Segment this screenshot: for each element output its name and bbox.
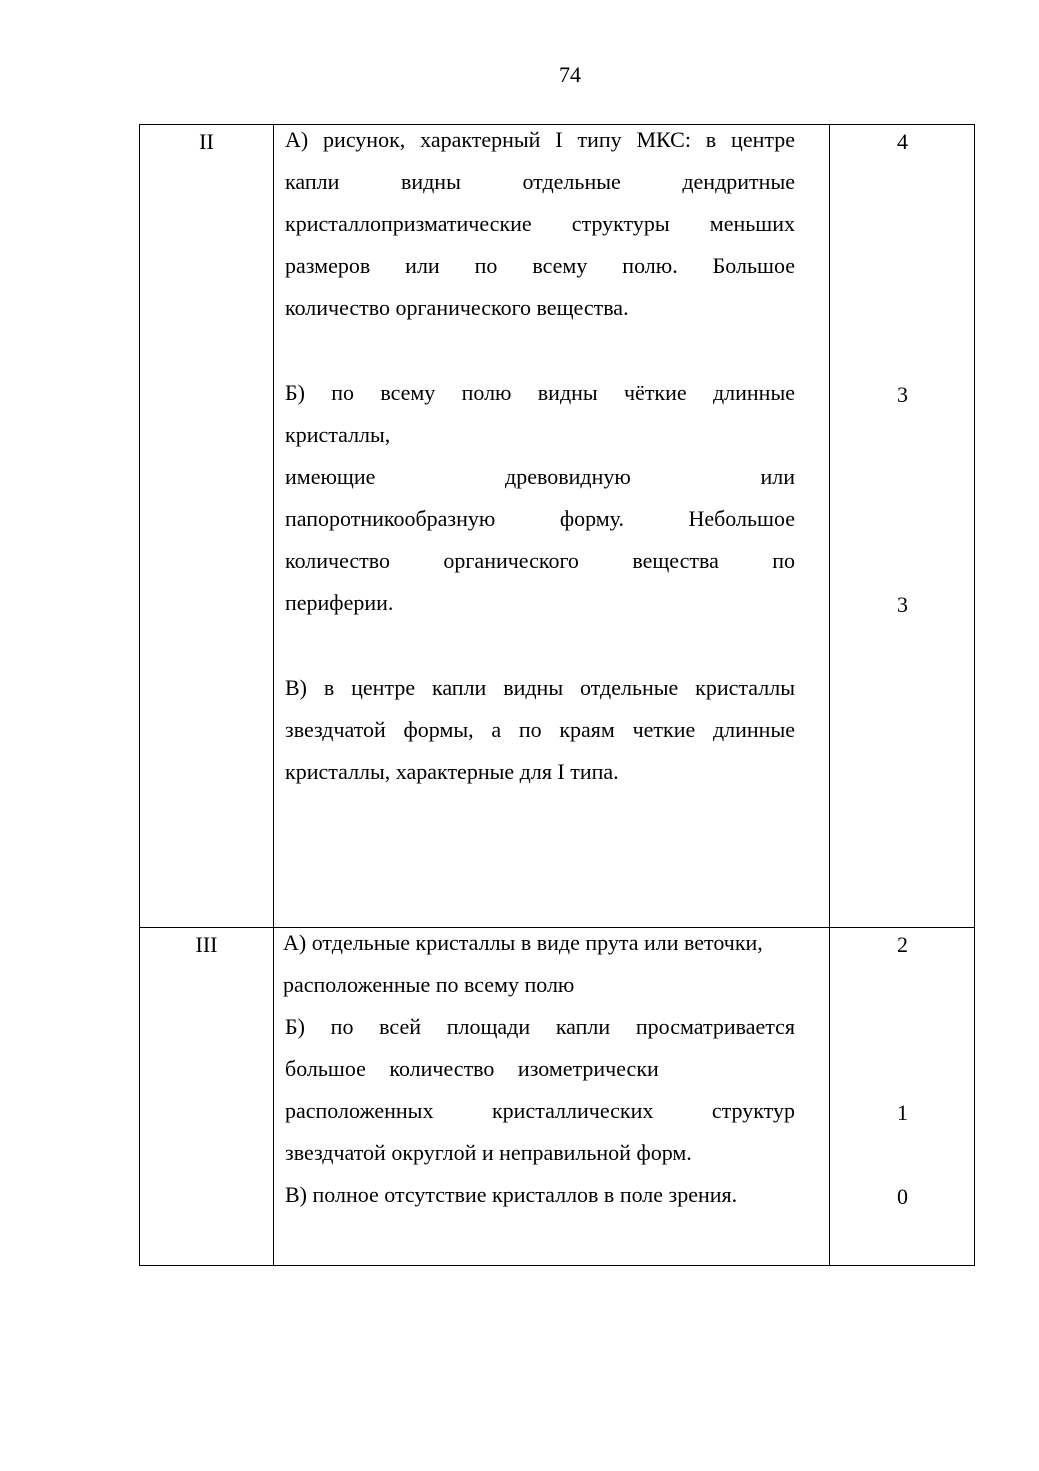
text-line: В) полное отсутствие кристаллов в поле зрения. <box>285 1182 738 1207</box>
description-item-b <box>285 372 795 624</box>
page-number: 74 <box>559 62 581 87</box>
score-value: 2 <box>897 932 908 957</box>
text-line: Б) по всей площади капли просматривается <box>285 1014 795 1039</box>
score-value: 4 <box>897 129 908 154</box>
score-value: 0 <box>897 1184 908 1209</box>
text-line: кристаллопризматические структуры меньших <box>285 211 795 236</box>
score-value: 1 <box>897 1100 908 1125</box>
text-line: расположенных кристаллических структур <box>285 1098 795 1123</box>
table-row-type-3 <box>139 927 975 1266</box>
text-line: звездчатой формы, а по краям четкие длинные <box>285 717 795 742</box>
text-line: капли видны отдельные дендритные <box>285 169 795 194</box>
text-line: количество органического вещества. <box>285 295 629 320</box>
text-line: количество органического вещества по <box>285 548 795 573</box>
text-line: расположенные по всему полю <box>283 972 575 997</box>
text-line: звездчатой округлой и неправильной форм. <box>285 1140 692 1165</box>
column-divider <box>829 928 830 1265</box>
text-line: размеров или по всему полю. Большое <box>285 253 795 278</box>
description-item-a <box>285 119 795 329</box>
type-cell: II <box>199 129 214 154</box>
text-line: большое количество изометрически <box>285 1056 659 1081</box>
text-line: имеющие древовидную или <box>285 464 795 489</box>
description-item-c <box>285 1174 795 1216</box>
column-divider <box>273 125 274 927</box>
description-item-b <box>285 1006 795 1174</box>
text-line: папоротникообразную форму. Небольшое <box>285 506 795 531</box>
text-line: кристаллы, <box>285 422 391 447</box>
text-line: периферии. <box>285 590 394 615</box>
text-line: А) рисунок, характерный I типу МКС: в центре <box>285 127 795 152</box>
type-cell: III <box>195 932 218 957</box>
text-line: Б) по всему полю видны чёткие длинные <box>285 380 795 405</box>
description-item-a <box>283 922 823 1006</box>
score-value: 3 <box>897 382 908 407</box>
score-value: 3 <box>897 592 908 617</box>
text-line: В) в центре капли видны отдельные кристаллы <box>285 675 795 700</box>
column-divider <box>829 125 830 927</box>
column-divider <box>273 928 274 1265</box>
description-item-c <box>285 667 795 793</box>
table-row-type-2 <box>139 124 975 928</box>
text-line: А) отдельные кристаллы в виде прута или веточки, <box>283 930 763 955</box>
text-line: кристаллы, характерные для I типа. <box>285 759 619 784</box>
